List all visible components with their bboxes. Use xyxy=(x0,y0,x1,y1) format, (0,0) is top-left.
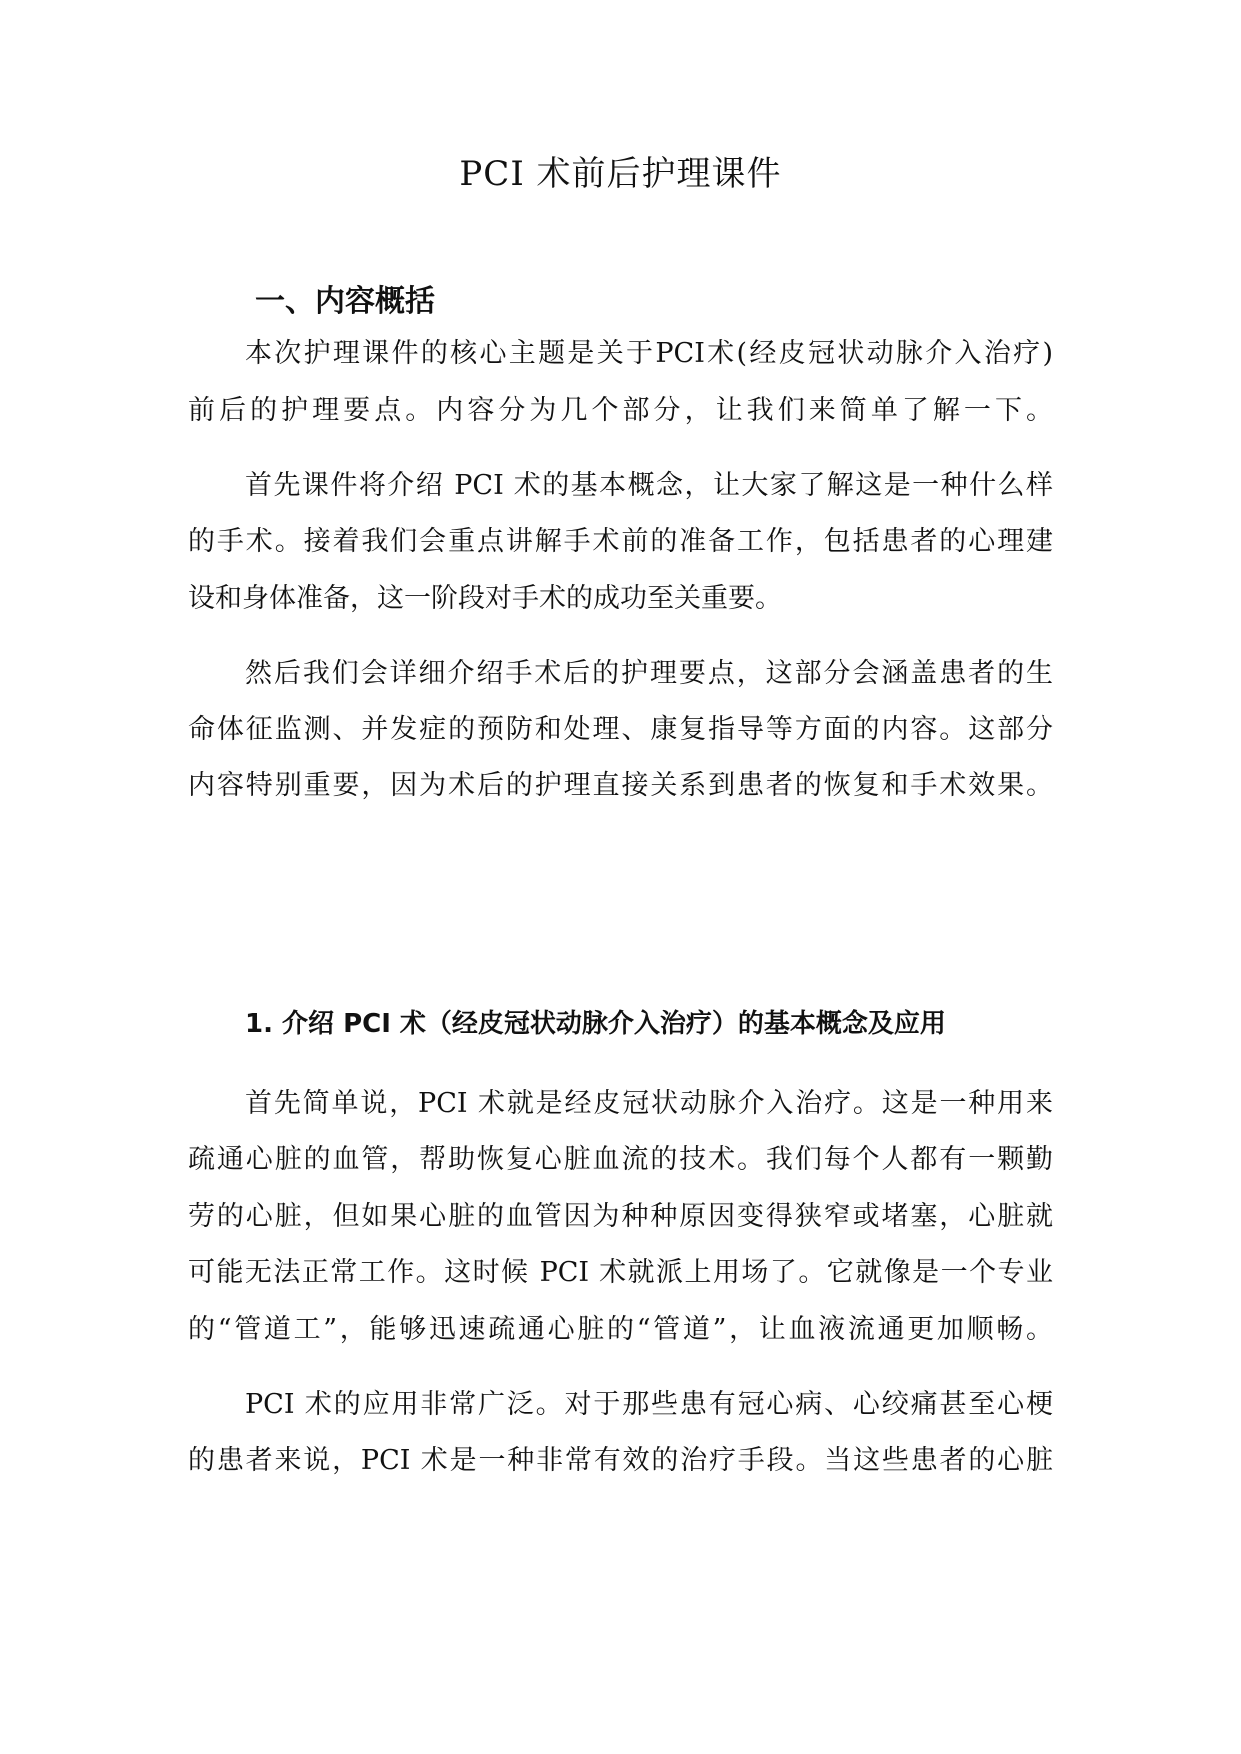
paragraph-line: 的患者来说，PCI 术是一种非常有效的治疗手段。当这些患者的心脏 xyxy=(188,1445,1053,1476)
paragraph-line: 首先简单说，PCI 术就是经皮冠状动脉介入治疗。这是一种用来 xyxy=(245,1088,1053,1119)
paragraph-line: PCI 术的应用非常广泛。对于那些患有冠心病、心绞痛甚至心梗 xyxy=(245,1389,1053,1420)
paragraph-line: 本次护理课件的核心主题是关于PCI术(经皮冠状动脉介入治疗) xyxy=(245,338,1053,369)
paragraph-line: 的手术。接着我们会重点讲解手术前的准备工作，包括患者的心理建 xyxy=(188,526,1053,557)
paragraph-line: 疏通心脏的血管，帮助恢复心脏血流的技术。我们每个人都有一颗勤 xyxy=(188,1144,1053,1175)
subsection-heading-pci-intro: 1. 介绍 PCI 术（经皮冠状动脉介入治疗）的基本概念及应用 xyxy=(245,1009,946,1039)
section-heading-summary: 一、内容概括 xyxy=(255,284,435,319)
paragraph-line: 首先课件将介绍 PCI 术的基本概念，让大家了解这是一种什么样 xyxy=(245,470,1053,501)
paragraph-line: 设和身体准备，这一阶段对手术的成功至关重要。 xyxy=(188,583,782,614)
paragraph-line: 前后的护理要点。内容分为几个部分，让我们来简单了解一下。 xyxy=(188,395,1053,426)
paragraph-line: 劳的心脏，但如果心脏的血管因为种种原因变得狭窄或堵塞，心脏就 xyxy=(188,1201,1053,1232)
document-title: PCI 术前后护理课件 xyxy=(459,154,782,194)
paragraph-line: 然后我们会详细介绍手术后的护理要点，这部分会涵盖患者的生 xyxy=(245,658,1053,689)
paragraph-line: 的“管道工”，能够迅速疏通心脏的“管道”，让血液流通更加顺畅。 xyxy=(188,1314,1053,1345)
paragraph-line: 命体征监测、并发症的预防和处理、康复指导等方面的内容。这部分 xyxy=(188,714,1053,745)
paragraph-line: 可能无法正常工作。这时候 PCI 术就派上用场了。它就像是一个专业 xyxy=(188,1257,1053,1288)
paragraph-line: 内容特别重要，因为术后的护理直接关系到患者的恢复和手术效果。 xyxy=(188,770,1053,801)
